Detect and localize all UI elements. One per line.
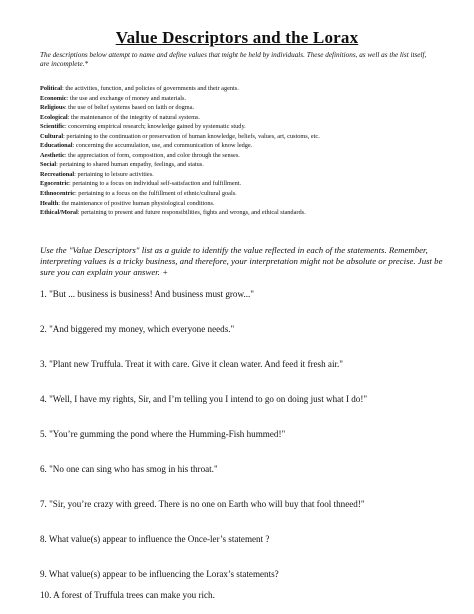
definition-item [40,208,440,218]
intro-text: The descriptions below attempt to name and define values that might be held by individuals. These definitions, as well as the list itself, are incomplete.* [40,51,427,68]
definition-item [40,84,440,94]
question-2: 2. "And biggered my money, which everyone needs." [40,324,235,334]
definition-text: : the appreciation of form, composition, and color through the senses. [64,151,240,159]
definition-term: Ecological [40,113,68,121]
definition-term: Aesthetic [40,151,65,159]
definition-text: : pertaining to present and future responsibilities, fights and wrongs, and ethical standards. [77,209,306,217]
definition-term: Ethical/Moral [40,209,78,217]
definition-term: Health [40,199,59,207]
definition-item [40,94,440,104]
definition-item [40,151,440,161]
question-7: 7. "Sir, you’re crazy with greed. There is no one on Earth who will buy that fool thneed!" [40,499,365,509]
definitions-list [40,84,440,218]
definition-item [40,170,440,180]
question-1: 1. "But ... business is business! And business must grow..." [40,289,254,299]
definition-text: : concerning empirical research; knowledge gained by systematic study. [64,123,246,131]
instructions-text: Use the "Value Descriptors" list as a guide to identify the value reflected in each of the statements. Remember, interpreting values is a tricky business, and therefore, your interpretation might not be absolute or precise. Just be sure you can explain your answer. + [40,245,443,278]
definition-text: : the maintenance of positive human physiological conditions. [58,199,215,207]
definition-item [40,160,440,170]
definition-term: Ethnocentric [40,190,75,198]
definition-text: : pertaining to a focus on individual self-satisfaction and fulfillment. [69,180,242,188]
definition-text: : the use of belief systems based on faith or dogma. [64,104,195,112]
definition-text: : pertaining to leisure activities. [74,170,154,178]
definition-item [40,141,440,151]
definition-term: Scientific [40,123,65,131]
page-title: Value Descriptors and the Lorax [115,28,359,47]
definition-term: Educational [40,142,73,150]
definition-text: : the activities, function, and policies of governments and their agents. [62,85,239,92]
question-6: 6. "No one can sing who has smog in his throat." [40,464,218,474]
definition-term: Political [40,85,63,92]
definition-item [40,122,440,132]
definition-item [40,113,440,123]
definition-text: : the maintenance of the integrity of natural systems. [67,113,201,121]
question-3: 3. "Plant new Truffula. Treat it with care. Give it clean water. And feed it fresh air." [40,359,343,369]
question-10: 10. A forest of Truffula trees can make you rich. [40,590,215,600]
definition-term: Economic [40,94,67,102]
definition-term: Recreational [40,170,75,178]
definition-item [40,189,440,199]
definition-item [40,199,440,209]
definition-text: : pertaining to shared human empathy, feelings, and status. [56,161,204,169]
definition-text: : pertaining to the continuation or preservation of human knowledge, beliefs, values, art, customs, etc. [63,132,320,140]
question-4: 4. "Well, I have my rights, Sir, and I’m telling you I intend to go on doing just what I do!" [40,394,368,404]
definition-term: Egocentric [40,180,70,188]
definition-text: : concerning the accumulation, use, and communication of know ledge. [72,142,253,150]
definition-item [40,103,440,113]
question-9: 9. What value(s) appear to be influencing the Lorax’s statements? [40,569,279,579]
definition-text: : pertaining to a focus on the fulfillment of ethnic/cultural goals. [74,190,237,198]
definition-term: Social [40,161,57,169]
definition-term: Cultural [40,132,64,140]
definition-term: Religious [40,104,65,112]
definition-text: : the use and exchange of money and materials. [66,94,187,102]
question-5: 5. "You’re gumming the pond where the Humming-Fish hummed!" [40,429,286,439]
question-8: 8. What value(s) appear to influence the Once-ler’s statement ? [40,534,270,544]
definition-item [40,179,440,189]
definition-item [40,132,440,142]
